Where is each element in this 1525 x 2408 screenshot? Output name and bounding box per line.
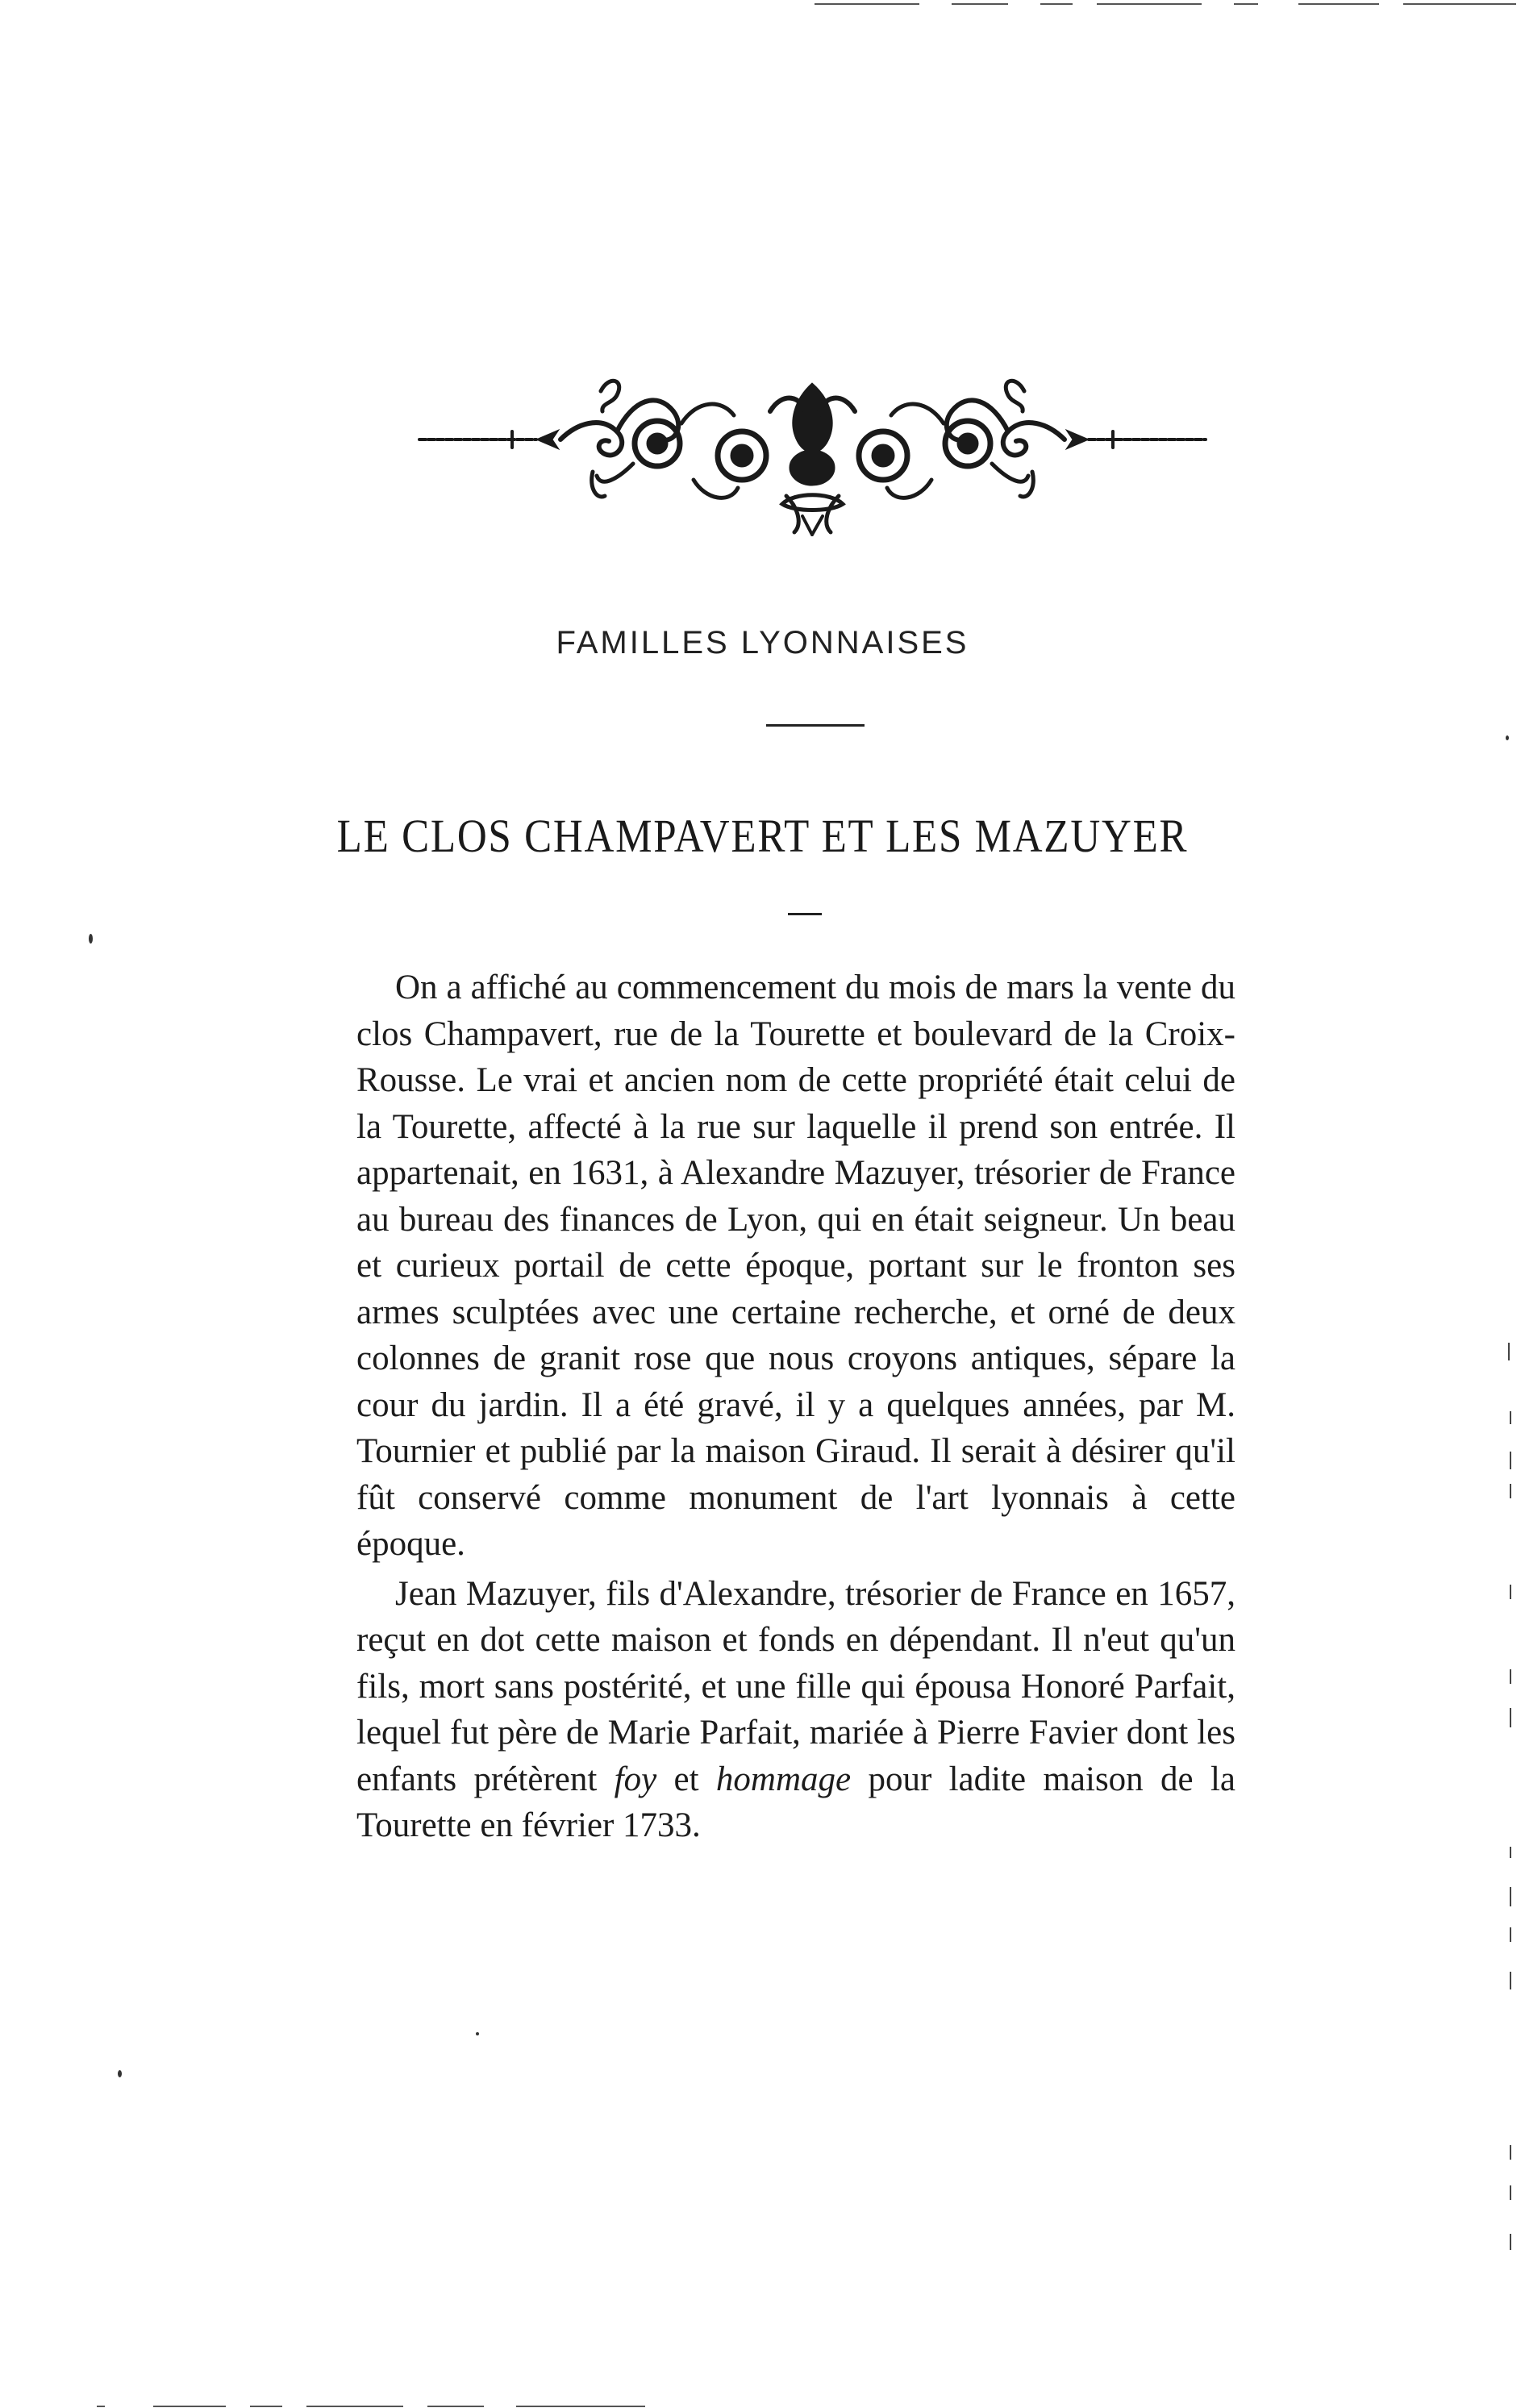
section-title: FAMILLES LYONNAISES <box>556 625 969 660</box>
italic-term-foy: foy <box>614 1760 657 1798</box>
scan-edge-line <box>250 2406 282 2407</box>
stray-mark <box>118 2070 122 2077</box>
stray-mark <box>89 934 93 944</box>
scan-edge-line <box>1097 3 1202 5</box>
scan-edge-line <box>815 3 919 5</box>
section-divider <box>766 724 865 727</box>
paragraph-2-text-c: pour ladite maison de la Tourette en février 1733. <box>356 1760 1235 1844</box>
scan-edge-line <box>952 3 1008 5</box>
margin-mark <box>1510 1411 1511 1424</box>
paragraph-1: On a affiché au commencement du mois de mars la vente du clos Champavert, rue de la Tourette et boulevard de la Croix-Rousse. Le vrai et ancien nom de cette propriété était celui de la Tourette, affecté à la rue sur laquelle il prend son entrée. Il appartenait, en 1631, à Alexandre Mazuyer, trésorier de France au bureau des finances de Lyon, qui en était seigneur. Un beau et curieux portail de cette époque, portant sur le fronton ses armes sculptées avec une certaine recherche, et orné de deux colonnes de granit rose que nous croyons antiques, sépare la cour du jardin. Il a été gravé, il y a quelques années, par M. Tournier et publié par la maison Giraud. Il serait à désirer qu'il fût conservé comme monument de l'art lyonnais à cette époque. <box>356 969 1235 1563</box>
margin-mark <box>1510 1484 1511 1498</box>
title-divider <box>788 913 822 915</box>
margin-mark <box>1510 1972 1511 1989</box>
scan-edge-line <box>1234 3 1258 5</box>
scan-edge-line <box>97 2406 105 2407</box>
margin-mark <box>1510 1669 1511 1684</box>
margin-mark <box>1510 1847 1511 1858</box>
paragraph-2-text-b: et <box>656 1760 716 1798</box>
margin-mark <box>1510 2145 1511 2160</box>
margin-mark <box>1510 1887 1511 1906</box>
italic-term-hommage: hommage <box>715 1760 852 1798</box>
margin-mark <box>1510 2234 1511 2250</box>
article-title: LE CLOS CHAMPAVERT ET LES MAZUYER <box>336 810 1189 862</box>
decorative-ornament-icon <box>415 367 1210 536</box>
margin-mark <box>1510 1927 1511 1942</box>
scan-edge-line <box>153 2406 226 2407</box>
scan-edge-line <box>306 2406 403 2407</box>
margin-mark <box>1510 1585 1511 1599</box>
paragraph-2 <box>356 1571 1235 1849</box>
margin-mark <box>1510 1708 1511 1727</box>
scan-edge-line <box>1403 3 1516 5</box>
scan-edge-line <box>1040 3 1073 5</box>
stray-mark <box>1506 735 1509 740</box>
scan-edge-line <box>516 2406 645 2407</box>
margin-mark <box>1508 1343 1510 1360</box>
paragraph-2-text-a: Jean Mazuyer, fils d'Alexandre, trésorier de France en 1657, reçut en dot cette maison et fonds en dépendant. Il n'eut qu'un fils, mort sans postérité, et une fille qui épousa Honoré Parfait, lequel fut père de Marie Parfait, mariée à Pierre Favier dont les enfants prétèrent <box>356 1574 1235 1798</box>
stray-mark <box>476 2032 479 2035</box>
scan-edge-line <box>1298 3 1379 5</box>
article-body <box>356 964 1235 1849</box>
margin-mark <box>1510 1452 1511 1469</box>
margin-mark <box>1510 2185 1511 2200</box>
scan-edge-line <box>427 2406 484 2407</box>
